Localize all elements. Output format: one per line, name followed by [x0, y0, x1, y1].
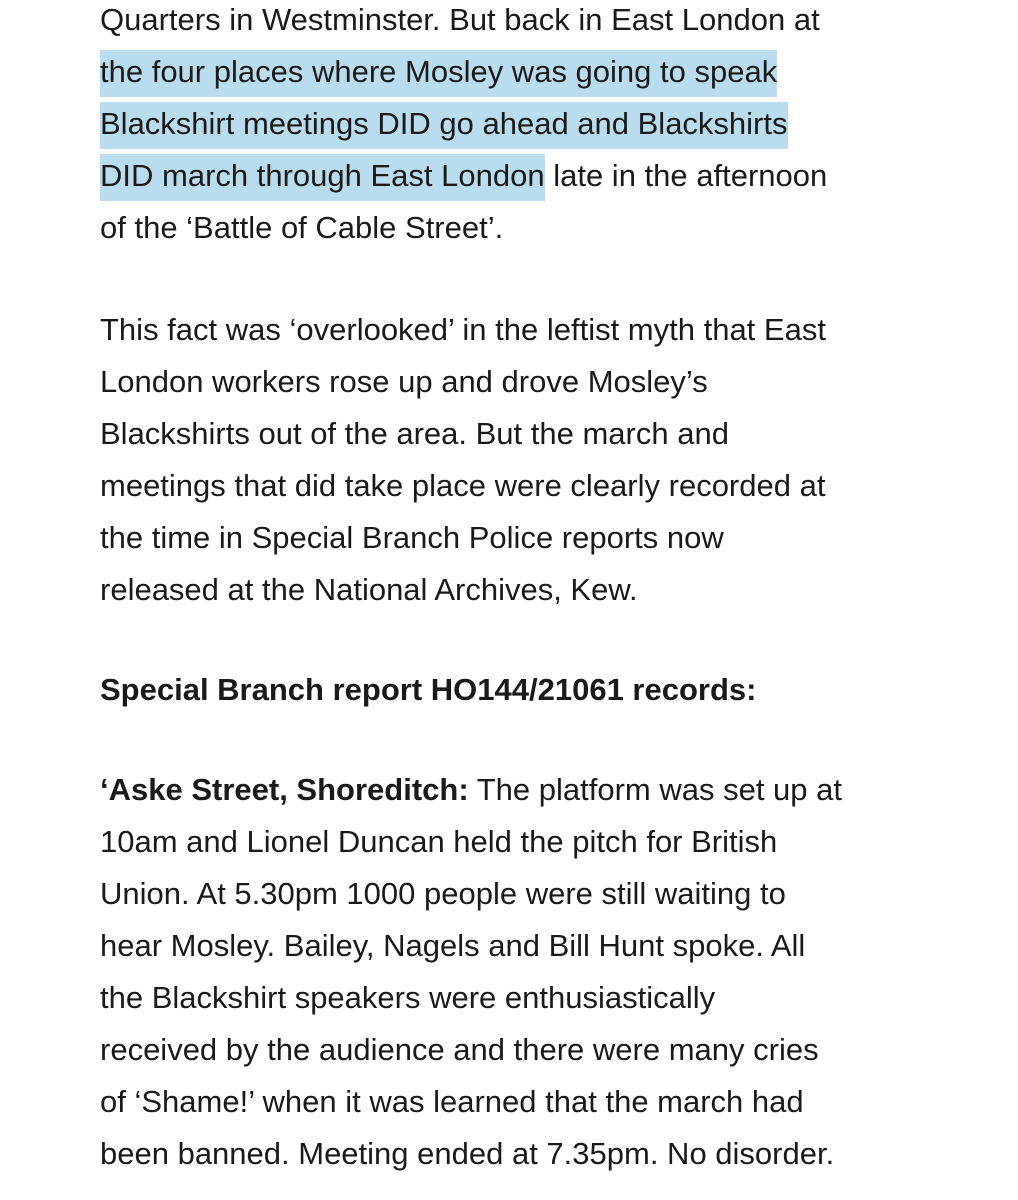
text-line — [100, 52, 940, 104]
location-label: ‘Aske Street, Shoreditch: — [100, 772, 469, 807]
text-line: been banned. Meeting ended at 7.35pm. No disorder. — [100, 1136, 835, 1171]
paragraph-context — [100, 0, 940, 260]
text-line: the time in Special Branch Police reports now — [100, 520, 724, 555]
text-line: the Blackshirt speakers were enthusiastically — [100, 980, 716, 1015]
text-line: received by the audience and there were many cries — [100, 1032, 819, 1067]
text-line — [100, 104, 940, 156]
paragraph-spacer — [100, 622, 940, 670]
text-line: Blackshirts out of the area. But the march and — [100, 416, 729, 451]
report-heading: Special Branch report HO144/21061 records: — [100, 672, 757, 707]
highlighted-text[interactable]: the four places where Mosley was going to speak — [100, 50, 777, 97]
text-line — [100, 770, 940, 822]
highlighted-text[interactable]: Blackshirt meetings DID go ahead and Blackshirts — [100, 102, 788, 149]
paragraph-spacer — [100, 722, 940, 770]
text-fragment: The platform was set up at — [468, 772, 842, 807]
text-line: Union. At 5.30pm 1000 people were still waiting to — [100, 876, 786, 911]
text-line: meetings that did take place were clearly recorded at — [100, 468, 826, 503]
paragraph-spacer — [100, 260, 940, 310]
paragraph-fact — [100, 310, 940, 622]
text-line: Quarters in Westminster. But back in East London at — [100, 2, 820, 37]
text-line: 10am and Lionel Duncan held the pitch for British — [100, 824, 778, 859]
article-body — [100, 0, 940, 1186]
text-line — [100, 156, 940, 208]
text-line: This fact was ‘overlooked’ in the leftist myth that East — [100, 312, 826, 347]
text-line: released at the National Archives, Kew. — [100, 572, 638, 607]
text-line: of the ‘Battle of Cable Street’. — [100, 210, 504, 245]
paragraph-report — [100, 770, 940, 1186]
text-line: hear Mosley. Bailey, Nagels and Bill Hunt spoke. All — [100, 928, 806, 963]
text-line: of ‘Shame!’ when it was learned that the march had — [100, 1084, 804, 1119]
highlighted-text[interactable]: DID march through East London — [100, 154, 545, 201]
text-fragment: late in the afternoon — [544, 158, 828, 193]
text-line: London workers rose up and drove Mosley’s — [100, 364, 708, 399]
